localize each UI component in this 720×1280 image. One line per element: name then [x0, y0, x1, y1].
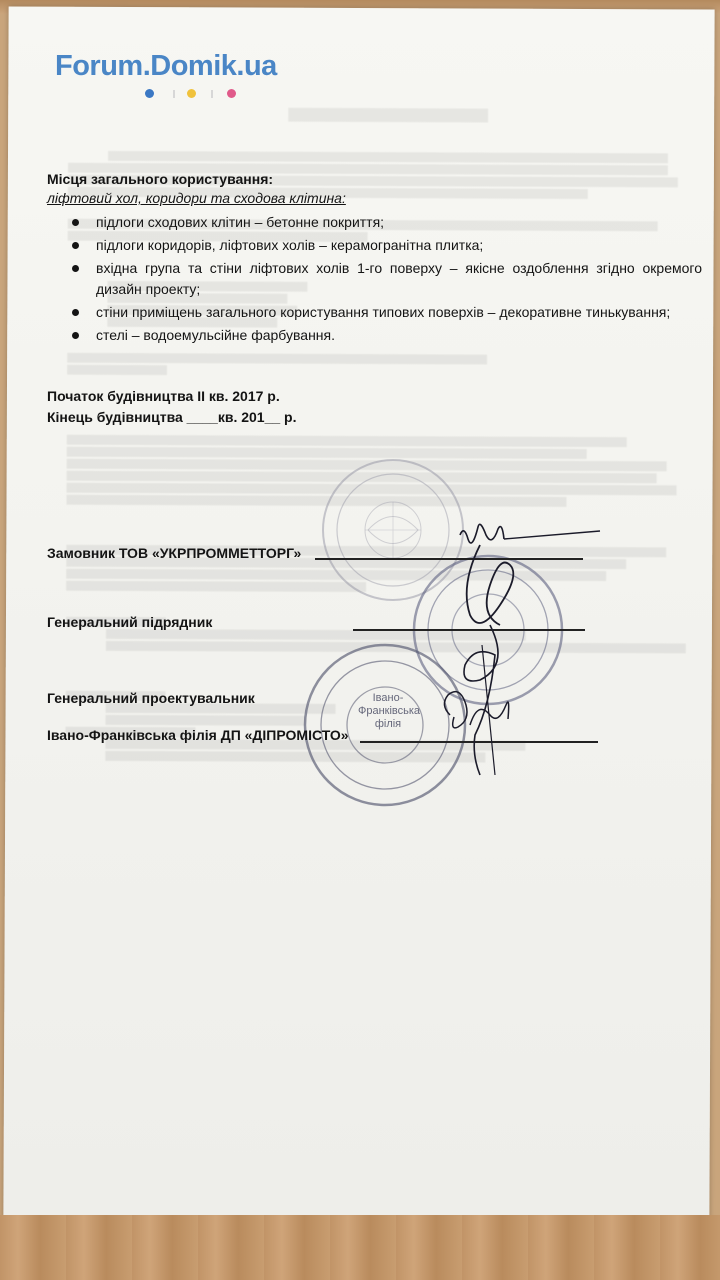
construction-start: Початок будівництва ІІ кв. 2017 р. [47, 388, 280, 404]
watermark-dot-yellow [187, 89, 196, 98]
watermark-dot-blue [145, 89, 154, 98]
designer-name: Івано-Франківська філія ДП «ДІПРОМІСТО» [47, 727, 349, 743]
designer-stamp-text: Івано- Франківська філія [358, 692, 421, 730]
watermark-dot-pink [227, 89, 236, 98]
list-item: вхідна група та стіни ліфтових холів 1-го поверху – якісне оздоблення згідно окремого дизайн проекту; [47, 258, 702, 300]
construction-dates [47, 386, 296, 428]
handwritten-signature [420, 505, 620, 795]
list-item: підлоги сходових клітин – бетонне покриття; [47, 212, 702, 233]
common-areas-section [47, 170, 702, 348]
section-title: Місця загального користування: [47, 171, 274, 187]
watermark-dots [145, 89, 245, 99]
list-item: підлоги коридорів, ліфтових холів – керамогранітна плитка; [47, 235, 702, 256]
list-item: стіни приміщень загального користування типових поверхів – декоративне тинькування; [47, 302, 702, 323]
finish-list [47, 212, 702, 346]
contractor-signature-label: Генеральний підрядник [47, 614, 213, 630]
table-surface-bottom [0, 1215, 720, 1280]
section-subtitle: ліфтовий хол, коридори та сходова клітина: [47, 190, 346, 206]
forum-watermark-logo: Forum.Domik.ua [55, 50, 277, 82]
designer-title: Генеральний проектувальник [47, 690, 255, 706]
list-item: стелі – водоемульсійне фарбування. [47, 325, 702, 346]
construction-end: Кінець будівництва ____кв. 201__ р. [47, 409, 297, 425]
customer-signature-label: Замовник ТОВ «УКРПРОММЕТТОРГ» [47, 545, 302, 561]
